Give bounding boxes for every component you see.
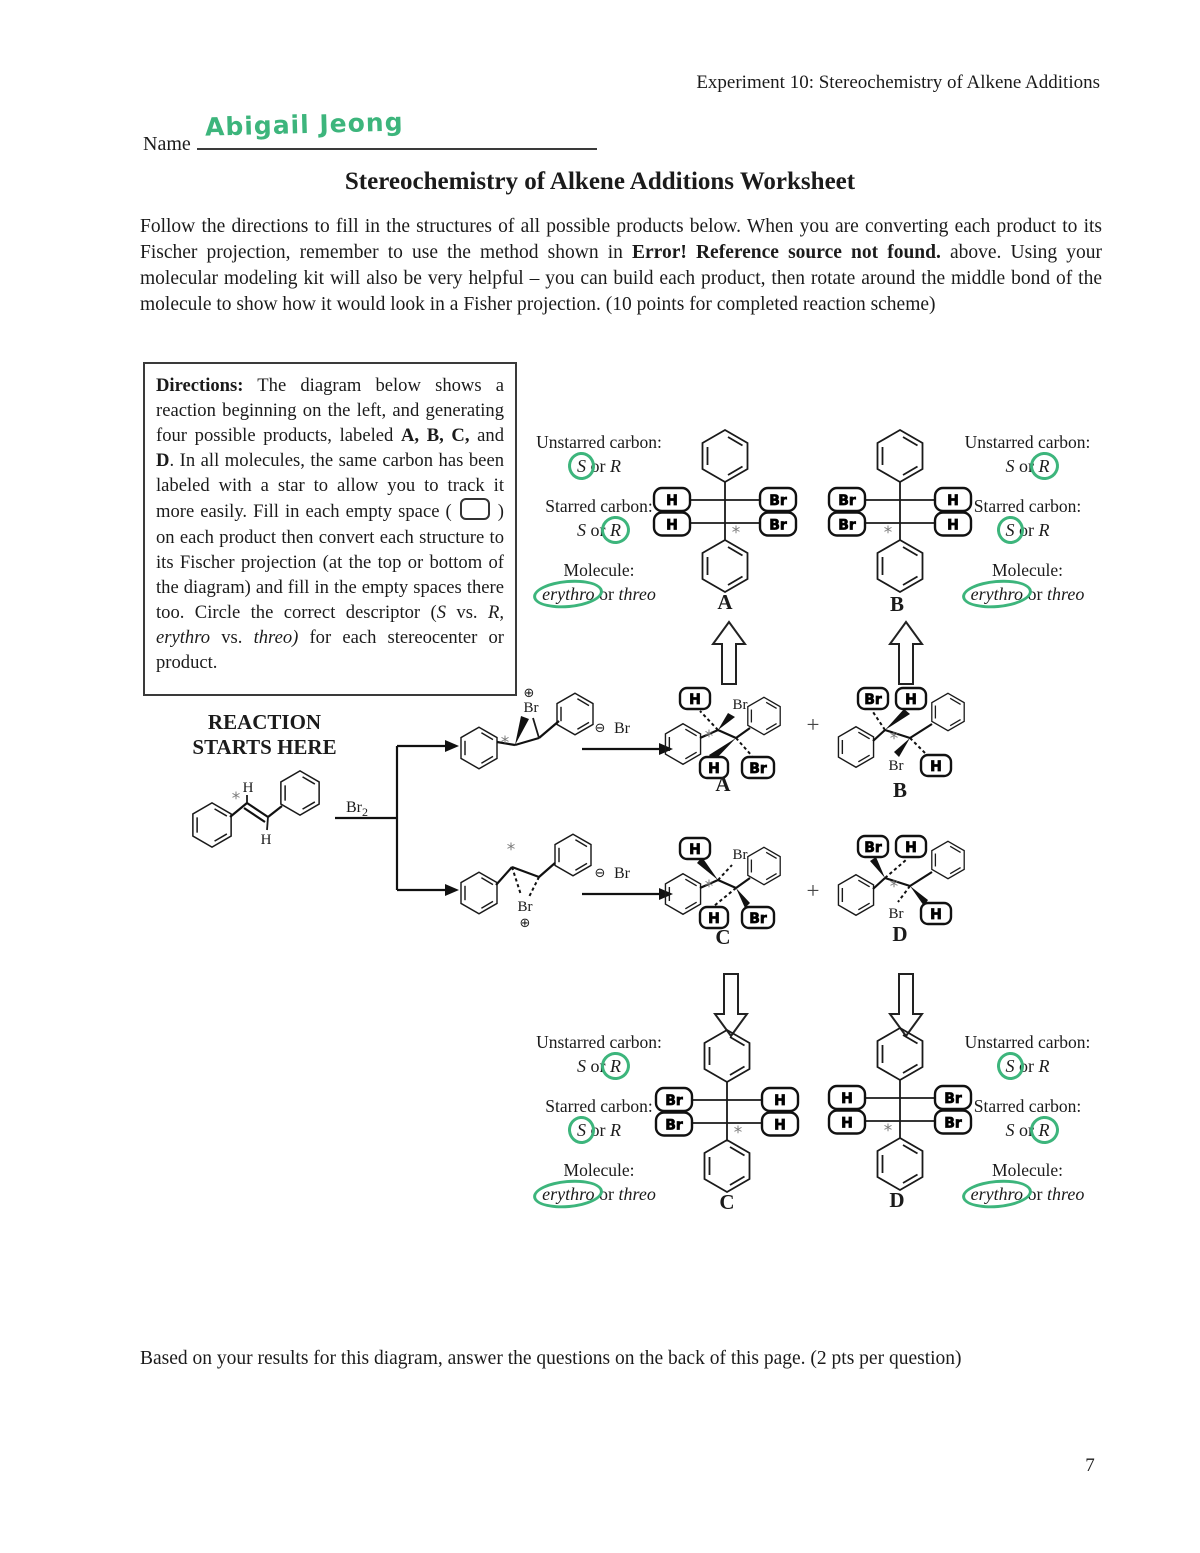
star-marker: * (506, 840, 516, 860)
descriptor-S[interactable]: S (577, 456, 586, 476)
descriptor-R[interactable]: R (610, 1056, 621, 1076)
handwritten-answer: H (689, 692, 701, 708)
descriptor-S[interactable]: S (577, 1056, 586, 1076)
stereo-labels-B (955, 430, 1100, 606)
starred-carbon-label: Starred carbon: (973, 1096, 1082, 1116)
handwritten-answer: H (947, 517, 959, 534)
or-text: or (599, 584, 614, 604)
starred-carbon-label: Starred carbon: (545, 496, 653, 516)
fill-in-box (760, 488, 796, 511)
directions-text: The diagram below shows a reaction beginning on the left, and generating four possible products, labeled (156, 375, 504, 447)
descriptor-S[interactable]: S (1005, 1056, 1015, 1076)
handwritten-answer: Br (838, 493, 856, 509)
up-arrow-icon (888, 620, 924, 686)
unstarred-carbon-label: Unstarred carbon: (964, 1032, 1091, 1052)
page-number: 7 (1085, 1455, 1095, 1476)
handwritten-answer: H (774, 1117, 786, 1134)
starred-carbon-label: Starred carbon: (973, 496, 1082, 516)
star-marker: * (883, 523, 893, 543)
handwritten-answer: H (708, 761, 720, 777)
page-header: Experiment 10: Stereochemistry of Alkene Additions (696, 72, 1100, 93)
h-label: H (260, 832, 272, 848)
stereo-labels-A (533, 430, 665, 606)
fischer-C-label: C (719, 1190, 735, 1214)
or-text: or (1019, 520, 1034, 540)
intro-text-1: Follow the directions to fill in the structures of all possible products below. When you are converting each product to its Fischer projection, remember to use the method shown in (140, 216, 1102, 263)
br2-label: $Br_2$ (346, 799, 368, 819)
fischer-B-label: B (889, 592, 904, 616)
fill-in-box (829, 1086, 865, 1109)
directions-abc: A, B, C, (400, 425, 470, 447)
br-label: Br (517, 899, 533, 915)
directions-heading: Directions: (156, 375, 244, 396)
star-marker: * (889, 729, 899, 749)
br-label: Br (732, 697, 748, 713)
product-D-label: D (892, 922, 908, 946)
descriptor-R[interactable]: R (1038, 520, 1050, 540)
descriptor-r: R, (487, 601, 504, 623)
name-field (143, 107, 597, 156)
molecule-label: Molecule: (992, 560, 1063, 580)
handwritten-answer: Br (944, 1115, 962, 1132)
plus-charge-icon: ⊕ (519, 916, 531, 931)
fill-in-box (742, 907, 774, 928)
descriptor-s: S (436, 601, 446, 623)
intro-text-2: above. Using your molecular modeling kit will also be very helpful – you can build each product, then rotate around the middle bond of the molecule to show how it would look in a Fisher projection. (10 points for completed reaction scheme) (140, 241, 1102, 315)
handwritten-answer: H (930, 907, 942, 923)
molecule-label: Molecule: (563, 1160, 635, 1180)
handwritten-answer: Br (749, 911, 767, 927)
stereo-labels-D (955, 1030, 1100, 1206)
plus-sign: + (806, 712, 820, 737)
fill-in-box (829, 513, 865, 536)
starred-carbon-label: Starred carbon: (545, 1096, 653, 1116)
plus-charge-icon: ⊕ (523, 688, 535, 701)
or-text: or (599, 1184, 614, 1204)
product-C-label: C (715, 925, 731, 949)
descriptor-R[interactable]: R (610, 520, 621, 540)
descriptor-threo[interactable]: threo (618, 1184, 656, 1204)
or-text: or (1027, 584, 1043, 604)
fill-in-box (921, 755, 951, 776)
directions-text: vs. (210, 626, 254, 648)
br-label: Br (614, 720, 630, 737)
descriptor-R[interactable]: R (1038, 456, 1050, 476)
product-A-label: A (715, 772, 731, 796)
molecule-label: Molecule: (563, 560, 635, 580)
up-arrow-icon (711, 620, 747, 686)
handwritten-answer: Br (749, 761, 767, 777)
intro-error-ref: Error! Reference source not found. (631, 241, 941, 263)
directions-text: vs. (446, 601, 488, 623)
star-marker: * (731, 523, 741, 543)
handwritten-answer: H (905, 692, 917, 708)
directions-d: D (156, 450, 170, 472)
worksheet-title: Stereochemistry of Alkene Additions Worksheet (344, 168, 856, 195)
handwritten-answer: Br (864, 692, 882, 708)
descriptor-threo[interactable]: threo (1047, 584, 1085, 604)
br-label: Br (523, 700, 539, 716)
or-text: or (590, 1120, 606, 1140)
descriptor-R[interactable]: R (1038, 1120, 1050, 1140)
handwritten-answer: Br (944, 1091, 962, 1107)
handwritten-name: Abigail Jeong (204, 107, 404, 142)
star-marker: * (883, 1121, 893, 1141)
unstarred-carbon-label: Unstarred carbon: (964, 432, 1091, 452)
star-marker: * (704, 877, 714, 897)
molecule-label: Molecule: (992, 1160, 1063, 1180)
handwritten-answer: Br (665, 1117, 683, 1134)
fill-in-box (858, 688, 888, 709)
fischer-A-label: A (717, 590, 733, 614)
handwritten-answer: Br (864, 840, 882, 856)
descriptor-threo[interactable]: threo (1047, 1184, 1085, 1204)
fill-in-box (921, 903, 951, 924)
handwritten-answer: H (841, 1115, 853, 1132)
star-marker: * (500, 733, 510, 753)
descriptor-erythro[interactable]: erythro (542, 1184, 595, 1204)
or-text: or (1019, 456, 1034, 476)
br-label: Br (732, 847, 748, 863)
descriptor-R[interactable]: R (610, 1120, 621, 1140)
handwritten-answer: Br (769, 517, 787, 534)
descriptor-erythro: erythro (156, 626, 211, 648)
fill-in-box (762, 1113, 798, 1136)
fill-in-box (829, 1111, 865, 1134)
handwritten-answer: H (666, 517, 678, 534)
descriptor-S[interactable]: S (1005, 1120, 1015, 1140)
fill-in-box (742, 757, 774, 778)
name-label: Name (143, 133, 191, 155)
intro-paragraph (140, 214, 1102, 318)
handwritten-answer: Br (665, 1093, 683, 1109)
unstarred-carbon-label: Unstarred carbon: (536, 1032, 662, 1052)
descriptor-R[interactable]: R (1038, 1056, 1050, 1076)
directions-text: . In all molecules, the same carbon has been labeled with a star to allow you to track it more easily. Fill in each empty space ( (156, 450, 504, 523)
br-label: Br (888, 758, 904, 774)
descriptor-threo[interactable]: threo (618, 584, 656, 604)
descriptor-S[interactable]: S (577, 1120, 586, 1140)
descriptor-erythro[interactable]: erythro (970, 1184, 1023, 1204)
reaction-label-line2: STARTS HERE (192, 735, 337, 760)
handwritten-answer: H (708, 911, 720, 927)
fischer-projection-C (652, 1028, 802, 1194)
handwritten-answer: Br (769, 493, 787, 509)
directions-text: and (469, 425, 504, 447)
fischer-D-label: D (889, 1188, 905, 1212)
handwritten-answer: H (930, 759, 942, 775)
br2-branch-arrows (333, 738, 463, 898)
fill-in-box (896, 688, 926, 709)
fill-in-box (760, 513, 796, 536)
handwritten-answer: H (905, 840, 917, 856)
descriptor-S[interactable]: S (1005, 520, 1015, 540)
directions-text: ) on each product then convert each structure to its Fischer projection (at the top or bottom of the diagram) and fill in the empty spaces there too. Circle the correct descriptor ( (156, 501, 504, 623)
handwritten-answer: H (947, 493, 959, 509)
star-marker: * (733, 1123, 743, 1143)
plus-sign: + (806, 878, 820, 903)
fill-in-box (762, 1088, 798, 1111)
star-marker: * (231, 789, 241, 809)
minus-charge-icon: ⊖ (594, 721, 606, 736)
fill-in-box (858, 836, 888, 857)
or-text: or (1019, 1056, 1034, 1076)
descriptor-R[interactable]: R (610, 456, 621, 476)
star-marker: * (889, 877, 899, 897)
br-label: Br (614, 865, 630, 882)
handwritten-answer: H (689, 842, 701, 858)
or-text: or (1027, 1184, 1043, 1204)
h-label: H (242, 780, 254, 796)
empty-box-glyph (460, 498, 490, 520)
unstarred-carbon-label: Unstarred carbon: (536, 432, 662, 452)
fill-in-box (829, 488, 865, 511)
footer-note: Based on your results for this diagram, answer the questions on the back of this page. (2 pts per question) (140, 1348, 962, 1369)
directions-text: for each stereocenter or product. (156, 626, 504, 674)
name-underline[interactable] (197, 107, 597, 150)
reaction-label-line1: REACTION (207, 710, 322, 734)
handwritten-answer: H (774, 1093, 786, 1109)
handwritten-answer: Br (838, 517, 856, 534)
starting-alkene-structure (180, 762, 335, 862)
handwritten-answer: H (841, 1091, 853, 1107)
br-label: Br (888, 906, 904, 922)
fill-in-box (680, 688, 710, 709)
stereo-labels-C (533, 1030, 665, 1206)
descriptor-S[interactable]: S (1005, 456, 1015, 476)
descriptor-erythro[interactable]: erythro (542, 584, 595, 604)
fischer-projection-B (825, 428, 975, 594)
handwritten-answer: H (666, 493, 678, 509)
or-text: or (590, 1056, 606, 1076)
fill-in-box (896, 836, 926, 857)
fischer-projection-D (825, 1026, 975, 1192)
reaction-starts-here-label (172, 710, 357, 760)
descriptor-S[interactable]: S (577, 520, 586, 540)
minus-charge-icon: ⊖ (594, 866, 606, 881)
product-B-label: B (892, 778, 907, 802)
star-marker: * (704, 727, 714, 747)
or-text: or (590, 520, 606, 540)
descriptor-threo: threo) (253, 626, 299, 648)
or-text: or (590, 456, 606, 476)
or-text: or (1019, 1120, 1034, 1140)
fischer-projection-A (650, 428, 800, 594)
directions-box (143, 362, 517, 696)
fill-in-box (680, 838, 710, 859)
descriptor-erythro[interactable]: erythro (970, 584, 1023, 604)
